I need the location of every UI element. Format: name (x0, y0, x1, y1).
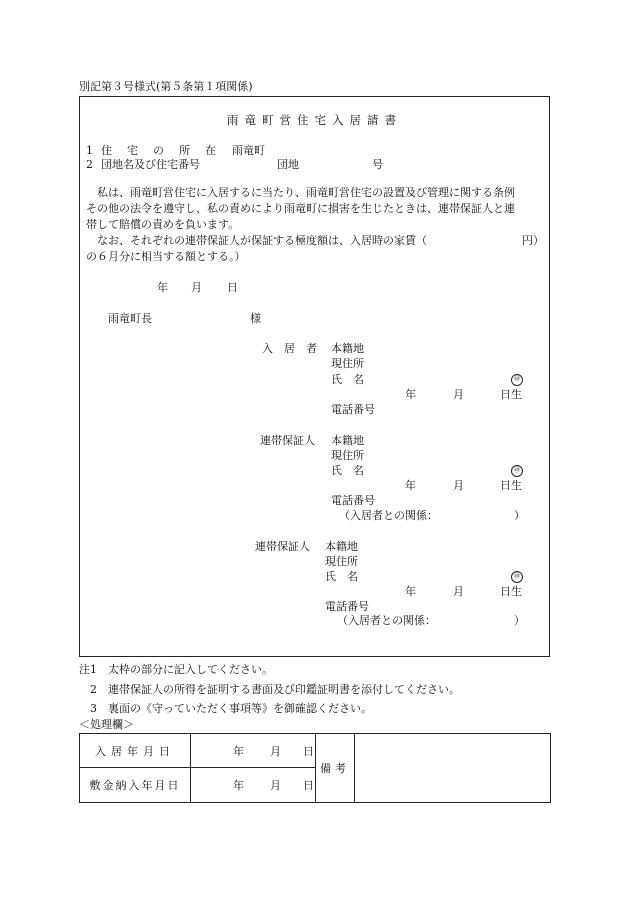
item2-number: 2 (86, 158, 93, 171)
party-label-tenant: 入 居 者 (262, 342, 317, 355)
tenant-birth-month[interactable]: 月 (453, 388, 464, 401)
note-2: 2 連帯保証人の所得を証明する書面及び印鑑証明書を添付してください。 (79, 683, 460, 696)
guarantor1-birth-day[interactable]: 日生 (500, 479, 522, 492)
party-label-guarantor-2: 連帯保証人 (255, 540, 310, 553)
move-in-date-cell[interactable] (191, 734, 316, 768)
deposit-day: 日 (303, 779, 314, 792)
move-in-date-label: 入居年月日 (80, 734, 191, 768)
guarantor2-birth-day[interactable]: 日生 (500, 585, 522, 598)
body-line-2: その他の法令を遵守し、私の責めにより雨竜町に損害を生じたときは、連帯保証人と連 (86, 202, 515, 215)
processing-table (79, 733, 551, 803)
form-frame (79, 96, 550, 657)
tenant-address-label[interactable]: 現住所 (331, 357, 364, 370)
remarks-label: 備考 (316, 734, 355, 803)
guarantor2-name-label[interactable]: 氏 名 (325, 570, 358, 583)
addressee: 雨竜町長 (108, 312, 152, 325)
date-day[interactable]: 日 (227, 281, 238, 294)
guarantor2-relation-close: ） (514, 614, 525, 627)
guarantor1-seal-icon: ㊞ (511, 465, 523, 477)
remarks-cell[interactable] (355, 734, 551, 803)
tenant-name-label[interactable]: 氏 名 (331, 373, 364, 386)
deposit-month: 月 (270, 779, 281, 792)
guarantor1-phone-label[interactable]: 電話番号 (331, 494, 375, 507)
date-month[interactable]: 月 (191, 281, 202, 294)
note-1: 注1 太枠の部分に記入してください。 (79, 663, 273, 676)
body-line-1: 私は、雨竜町営住宅に入居するに当たり、雨竜町営住宅の設置及び管理に関する条例 (86, 186, 515, 199)
deposit-date-label: 敷金納入年月日 (80, 768, 191, 803)
tenant-phone-label[interactable]: 電話番号 (331, 403, 375, 416)
rent-yen-close: 円） (522, 234, 544, 247)
date-year[interactable]: 年 (157, 281, 168, 294)
guarantor2-birth-month[interactable]: 月 (453, 585, 464, 598)
move-in-year: 年 (233, 744, 244, 758)
body-line-4: なお、それぞれの連帯保証人が保証する極度額は、入居時の家賃（ (86, 234, 427, 247)
guarantor1-relation[interactable]: （入居者との関係： (339, 509, 438, 522)
form-id: 別記第３号様式(第５条第１項関係) (79, 80, 253, 93)
deposit-year: 年 (233, 779, 244, 792)
guarantor1-name-label[interactable]: 氏 名 (331, 464, 364, 477)
move-in-month: 月 (270, 744, 281, 758)
guarantor1-relation-close: ） (514, 509, 525, 522)
addressee-sama: 様 (250, 312, 261, 325)
guarantor2-domicile-label[interactable]: 本籍地 (325, 540, 358, 553)
tenant-birth-day[interactable]: 日生 (500, 388, 522, 401)
tenant-domicile-label[interactable]: 本籍地 (331, 342, 364, 355)
item1-number: 1 (86, 144, 93, 157)
note-3: 3 裏面の《守っていただく事項等》を御確認ください。 (79, 702, 372, 715)
guarantor2-seal-icon: ㊞ (511, 571, 523, 583)
processing-heading: ＜処理欄＞ (79, 718, 134, 731)
item2-danchi[interactable]: 団地 (277, 158, 299, 171)
item2-go[interactable]: 号 (372, 158, 383, 171)
item1-label: 住 宅 の 所 在 (101, 144, 218, 157)
guarantor1-birth-month[interactable]: 月 (453, 479, 464, 492)
guarantor1-domicile-label[interactable]: 本籍地 (331, 434, 364, 447)
item1-value[interactable]: 雨竜町 (232, 144, 265, 157)
party-label-guarantor-1: 連帯保証人 (260, 434, 315, 447)
tenant-birth-year[interactable]: 年 (405, 388, 416, 401)
guarantor2-birth-year[interactable]: 年 (405, 585, 416, 598)
deposit-date-cell[interactable] (191, 768, 316, 803)
guarantor2-phone-label[interactable]: 電話番号 (325, 600, 369, 613)
move-in-day: 日 (303, 744, 314, 758)
guarantor2-address-label[interactable]: 現住所 (325, 555, 358, 568)
guarantor1-address-label[interactable]: 現住所 (331, 449, 364, 462)
tenant-seal-icon: ㊞ (511, 374, 523, 386)
body-line-5: の６月分に相当する額とする。） (86, 250, 246, 263)
form-title: 雨竜町営住宅入居請書 (227, 113, 402, 127)
guarantor2-relation[interactable]: （入居者との関係： (337, 614, 436, 627)
body-line-3: 帯して賠償の責めを負います。 (86, 218, 240, 231)
guarantor1-birth-year[interactable]: 年 (405, 479, 416, 492)
item2-label: 団地名及び住宅番号 (101, 158, 200, 171)
